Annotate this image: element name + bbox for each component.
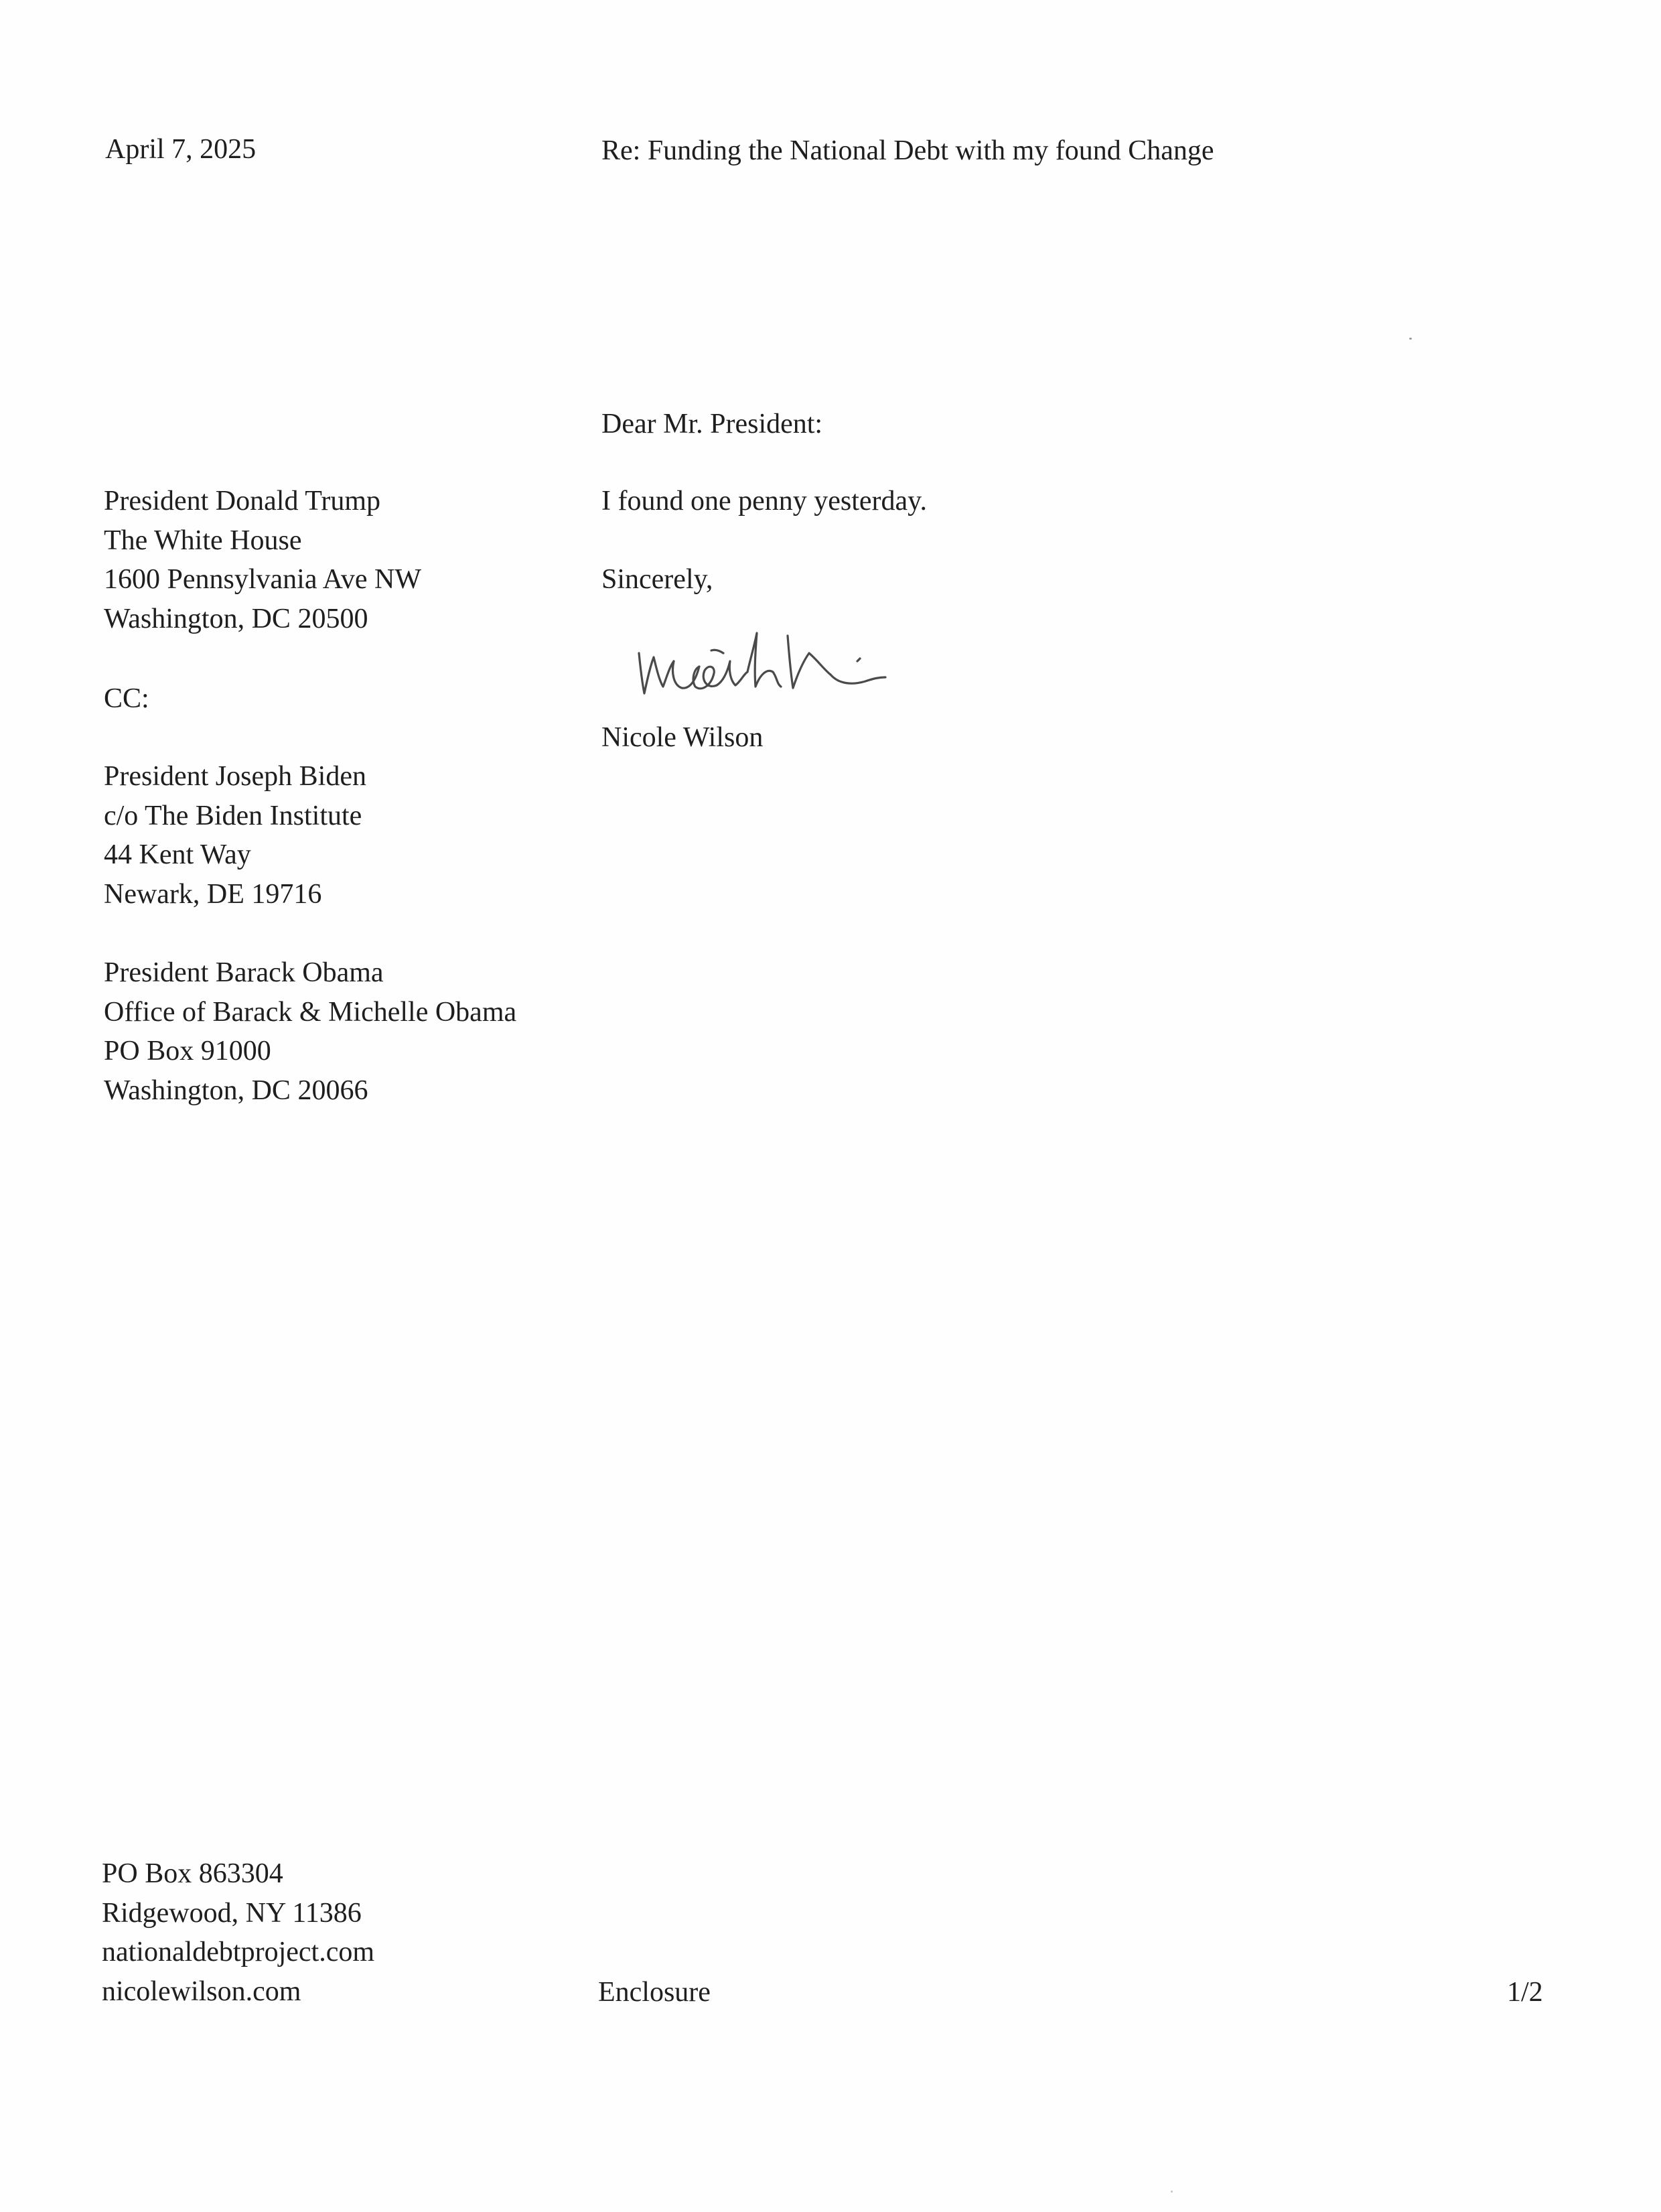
handwritten-signature bbox=[630, 620, 924, 707]
salutation: Dear Mr. President: bbox=[601, 409, 823, 439]
cc-recipient-address bbox=[104, 953, 516, 1110]
address-line: PO Box 863304 bbox=[102, 1858, 283, 1889]
address-line: c/o The Biden Institute bbox=[104, 800, 362, 831]
address-line: Newark, DE 19716 bbox=[104, 878, 322, 910]
letter-subject: Re: Funding the National Debt with my found Change bbox=[601, 135, 1214, 166]
scan-speck bbox=[1171, 2191, 1173, 2193]
address-line: 1600 Pennsylvania Ave NW bbox=[104, 564, 421, 595]
sender-address bbox=[102, 1854, 374, 2011]
scan-speck bbox=[1409, 338, 1412, 340]
cc-label: CC: bbox=[104, 683, 149, 714]
address-line: Washington, DC 20500 bbox=[104, 603, 368, 634]
address-line: The White House bbox=[104, 525, 302, 556]
signer-name: Nicole Wilson bbox=[601, 722, 764, 753]
recipient-address bbox=[104, 482, 421, 638]
letter-body: I found one penny yesterday. bbox=[601, 486, 927, 516]
address-line: President Donald Trump bbox=[104, 486, 381, 516]
address-line: President Joseph Biden bbox=[104, 761, 366, 792]
letter-date: April 7, 2025 bbox=[105, 134, 257, 165]
address-line: President Barack Obama bbox=[104, 957, 384, 988]
website-line: nationaldebtproject.com bbox=[102, 1937, 375, 1967]
closing: Sincerely, bbox=[601, 564, 713, 595]
address-line: PO Box 91000 bbox=[104, 1036, 271, 1066]
cc-recipient-address bbox=[104, 757, 366, 914]
page-number: 1/2 bbox=[1507, 1977, 1543, 2008]
enclosure-note: Enclosure bbox=[598, 1977, 711, 2008]
address-line: 44 Kent Way bbox=[104, 839, 251, 870]
website-line: nicolewilson.com bbox=[102, 1976, 301, 2007]
address-line: Ridgewood, NY 11386 bbox=[102, 1897, 362, 1929]
address-line: Washington, DC 20066 bbox=[104, 1075, 368, 1106]
address-line: Office of Barack & Michelle Obama bbox=[104, 996, 517, 1028]
